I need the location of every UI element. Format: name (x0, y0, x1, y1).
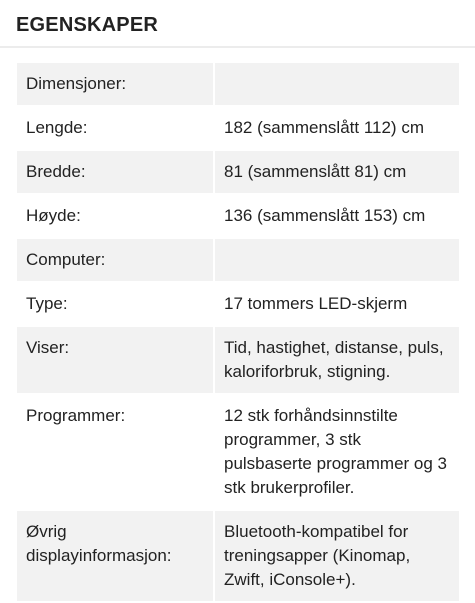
section-title: EGENSKAPER (16, 14, 159, 36)
spec-value: Bluetooth-kompatibel for treningsapper (Kinomap, Zwift, iConsole+). (215, 511, 459, 601)
spec-label: Computer: (17, 239, 213, 281)
spec-label: Programmer: (17, 395, 213, 509)
spec-row-dimensjoner (17, 63, 459, 105)
spec-row-ovrig-displayinformasjon (17, 511, 459, 601)
spec-value: Tid, hastighet, distanse, puls, kaloriforbruk, stigning. (215, 327, 459, 393)
spec-label: Type: (17, 283, 213, 325)
spec-value: 136 (sammenslått 153) cm (215, 195, 459, 237)
spec-row-computer (17, 239, 459, 281)
spec-label: Bredde: (17, 151, 213, 193)
spec-label: Dimensjoner: (17, 63, 213, 105)
spec-label: Viser: (17, 327, 213, 393)
spec-value: 12 stk forhåndsinnstilte programmer, 3 stk pulsbaserte programmer og 3 stk brukerprofiler. (215, 395, 459, 509)
spec-value (215, 239, 459, 281)
spec-value: 182 (sammenslått 112) cm (215, 107, 459, 149)
spec-value (215, 63, 459, 105)
spec-label: Lengde: (17, 107, 213, 149)
spec-value: 81 (sammenslått 81) cm (215, 151, 459, 193)
title-divider (0, 46, 475, 48)
spec-label: Øvrig displayinformasjon: (17, 511, 213, 601)
spec-row-lengde (17, 107, 459, 149)
spec-row-programmer (17, 395, 459, 509)
spec-label: Høyde: (17, 195, 213, 237)
spec-row-hoyde (17, 195, 459, 237)
spec-table (15, 61, 461, 603)
spec-row-type (17, 283, 459, 325)
spec-row-viser (17, 327, 459, 393)
spec-value: 17 tommers LED-skjerm (215, 283, 459, 325)
spec-row-bredde (17, 151, 459, 193)
